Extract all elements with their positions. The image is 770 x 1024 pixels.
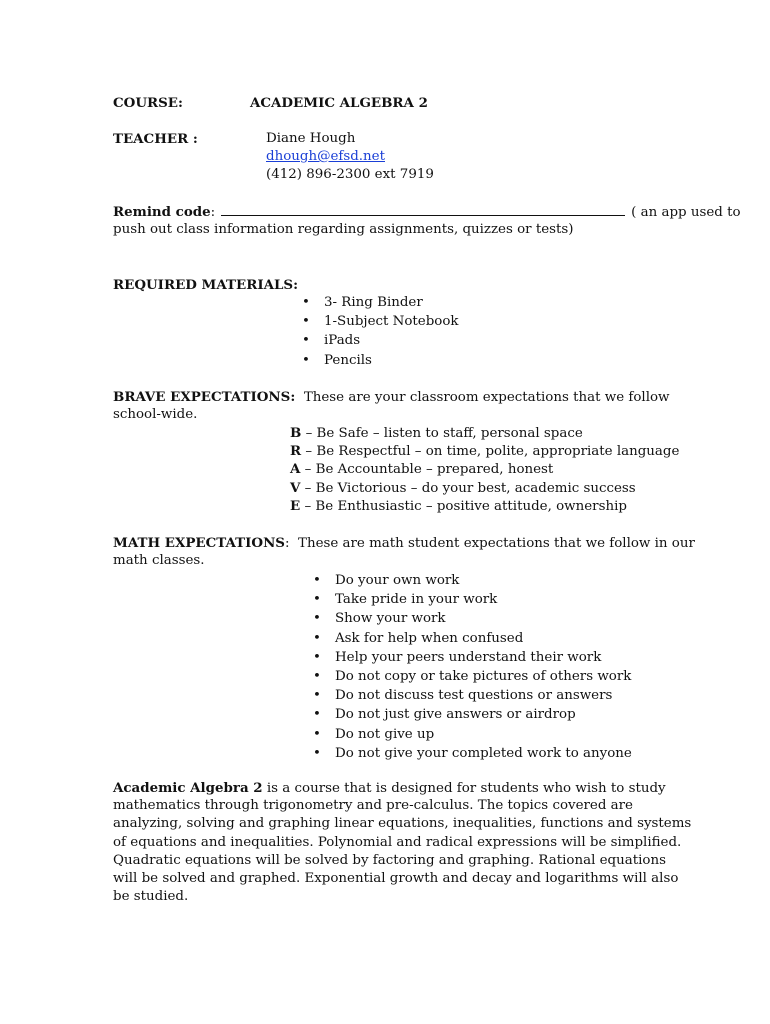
list-item: • Do not discuss test questions or answers: [313, 686, 632, 705]
brave-text: – Be Safe – listen to staff, personal space: [301, 426, 583, 441]
brave-item: [290, 460, 679, 478]
brave-list: [290, 424, 679, 515]
description-first-line: [113, 779, 673, 797]
math-intro-text: These are math student expectations that we follow in our: [298, 536, 695, 551]
brave-intro: [113, 388, 670, 407]
brave-text: – Be Enthusiastic – positive attitude, ownership: [300, 498, 627, 514]
brave-intro-text: These are your classroom expectations that we follow: [303, 390, 670, 405]
remind-note: ( an app used to: [631, 205, 741, 220]
list-item: • 1-Subject Notebook: [302, 312, 459, 331]
teacher-name: Diane Hough: [266, 131, 356, 146]
remind-line: [113, 203, 741, 222]
remind-label: Remind code: [113, 204, 211, 220]
description-line: of equations and inequalities. Polynomial and radical expressions will be simplified.: [113, 834, 682, 850]
list-item: • Do not copy or take pictures of others work: [313, 667, 632, 686]
teacher-phone: (412) 896-2300 ext 7919: [266, 167, 434, 182]
description-line: Quadratic equations will be solved by factoring and graphing. Rational equations: [113, 852, 666, 868]
course-value: ACADEMIC ALGEBRA 2: [250, 95, 428, 111]
brave-letter: E: [290, 497, 301, 514]
remind-note-cont: push out class information regarding assignments, quizzes or tests): [113, 222, 574, 237]
description-title: Academic Algebra 2: [113, 780, 263, 796]
brave-heading: BRAVE EXPECTATIONS:: [113, 389, 296, 405]
math-colon: :: [284, 536, 290, 551]
brave-item: [290, 497, 679, 515]
brave-letter: A: [290, 461, 301, 478]
brave-text: – Be Respectful – on time, polite, appropriate language: [301, 444, 680, 460]
brave-letter: R: [290, 443, 302, 460]
math-intro: [113, 534, 695, 553]
list-item: • Help your peers understand their work: [313, 648, 632, 667]
course-description: [113, 779, 692, 906]
list-item: • Show your work: [313, 609, 632, 628]
brave-item: [290, 442, 679, 460]
teacher-label: TEACHER :: [113, 131, 198, 147]
math-list: [313, 571, 632, 763]
list-item: • Do not just give answers or airdrop: [313, 705, 632, 724]
description-line: will be solved and graphed. Exponential growth and decay and logarithms will also: [113, 870, 679, 886]
list-item: • Ask for help when confused: [313, 629, 632, 648]
list-item: • Do not give up: [313, 725, 632, 744]
description-line: analyzing, solving and graphing linear equations, inequalities, functions and systems: [113, 816, 692, 832]
list-item: • iPads: [302, 331, 459, 350]
brave-text: – Be Victorious – do your best, academic success: [300, 480, 636, 496]
materials-heading: REQUIRED MATERIALS:: [113, 277, 299, 293]
course-label: COURSE:: [113, 95, 183, 111]
remind-code-blank: [221, 203, 625, 216]
math-heading: MATH EXPECTATIONS: [113, 535, 285, 551]
materials-list: [302, 293, 459, 370]
math-intro-cont: math classes.: [113, 553, 205, 568]
brave-item: [290, 424, 679, 442]
brave-intro-cont: school-wide.: [113, 407, 198, 422]
remind-colon: :: [210, 205, 216, 220]
list-item: • Pencils: [302, 351, 459, 370]
list-item: • Take pride in your work: [313, 590, 632, 609]
brave-letter: V: [290, 479, 301, 496]
list-item: • Do your own work: [313, 571, 632, 590]
description-line: mathematics through trigonometry and pre-calculus. The topics covered are: [113, 798, 633, 814]
list-item: • Do not give your completed work to anyone: [313, 744, 632, 763]
list-item: • 3- Ring Binder: [302, 293, 459, 312]
brave-letter: B: [290, 425, 302, 441]
teacher-email-link[interactable]: dhough@efsd.net: [266, 149, 385, 164]
description-line: be studied.: [113, 889, 189, 905]
description-text: is a course that is designed for students who wish to study: [262, 781, 666, 796]
brave-item: [290, 479, 679, 497]
brave-text: – Be Accountable – prepared, honest: [300, 462, 554, 478]
